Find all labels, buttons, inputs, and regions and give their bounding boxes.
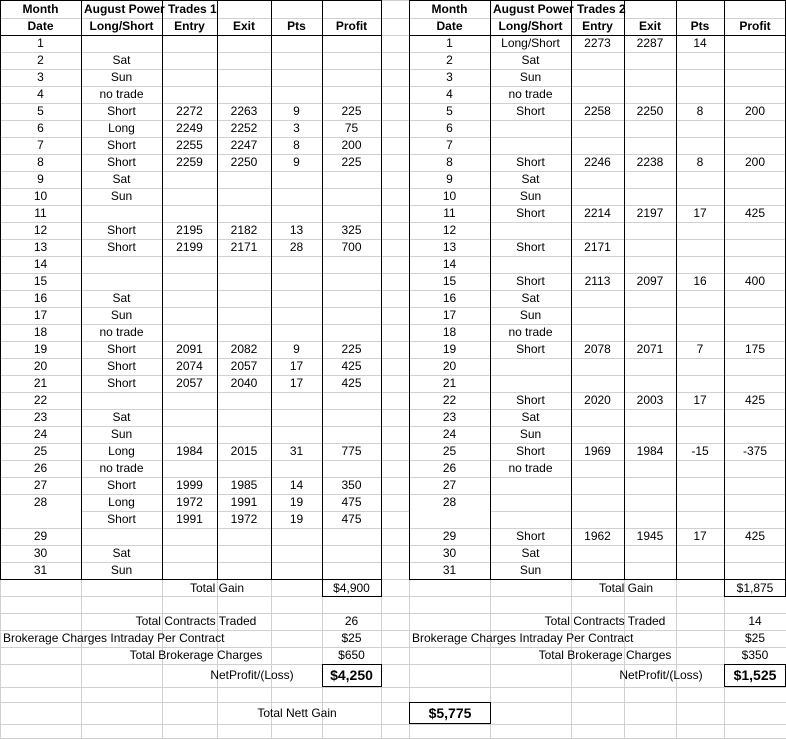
right-cell-date[interactable]: 7 [446,138,453,152]
left-cell-ls[interactable]: Long [108,495,135,509]
right-cell-ls[interactable]: Short [516,155,545,169]
right-cell-ls[interactable]: Short [516,444,545,458]
left-cell-entry[interactable]: 2249 [176,121,203,135]
right-cell-entry[interactable]: 2214 [584,206,611,220]
right-cell-ls[interactable]: Sun [519,70,542,84]
right-cell-date[interactable]: 21 [442,376,457,390]
left-cell-date[interactable]: 5 [37,104,44,118]
right-cell-entry[interactable]: 2078 [584,342,611,356]
right-brokerage-total-label[interactable]: Total Brokerage Charges [538,648,672,662]
left-cell-date[interactable]: 1 [37,36,44,50]
right-cell-ls[interactable]: Short [516,240,545,254]
right-cell-date[interactable]: 23 [442,410,457,424]
grid-line-h [0,687,786,688]
left-cell-entry[interactable]: 1972 [176,495,203,509]
right-cell-date[interactable]: 13 [442,240,457,254]
left-cell-date[interactable]: 11 [34,206,47,220]
left-cell-ls[interactable]: Short [107,223,136,237]
left-cell-date[interactable]: 16 [33,291,48,305]
left-cell-exit[interactable]: 2082 [230,342,258,356]
right-col-ls[interactable]: Long/Short [498,19,563,33]
table-border [381,0,382,579]
left-col-exit[interactable]: Exit [232,19,255,33]
left-cell-date[interactable]: 14 [33,257,48,271]
left-cell-ls[interactable]: Sat [112,546,131,560]
right-cell-pts[interactable]: 17 [693,393,707,407]
total-nett-gain-label[interactable]: Total Nett Gain [257,706,337,720]
right-cell-ls[interactable]: no trade [508,87,553,101]
right-cell-date[interactable]: 3 [446,70,453,84]
left-cell-ls[interactable]: Short [107,138,136,152]
right-cell-date[interactable]: 25 [442,444,457,458]
left-cell-date[interactable]: 18 [33,325,48,339]
left-brokerage-total-value[interactable]: $650 [338,648,365,662]
right-cell-ls[interactable]: Sun [519,308,542,322]
left-cell-ls[interactable]: Sat [112,53,131,67]
left-cell-date[interactable]: 29 [33,529,48,543]
left-cell-date[interactable]: 24 [33,427,48,441]
right-cell-exit[interactable]: 2003 [636,393,664,407]
total-nett-gain-value[interactable]: $5,775 [428,705,472,721]
left-cell-date[interactable]: 12 [33,223,48,237]
right-cell-ls[interactable]: Short [516,274,545,288]
left-cell-date[interactable]: 22 [33,393,48,407]
left-cell-profit[interactable]: 75 [344,121,359,135]
left-cell-profit[interactable]: 325 [341,223,362,237]
left-cell-ls[interactable]: Sun [110,70,133,84]
left-header-month[interactable]: Month [22,2,59,16]
right-cell-date[interactable]: 6 [446,121,453,135]
right-cell-ls[interactable]: Sat [521,53,540,67]
left-cell-profit[interactable]: 225 [341,104,362,118]
right-net-value[interactable]: $1,525 [733,667,777,683]
left-cell-date[interactable]: 13 [33,240,48,254]
left-cell-exit[interactable]: 2015 [230,444,258,458]
right-cell-pts[interactable]: 8 [696,155,704,169]
left-cell-ls[interactable]: Long [108,121,135,135]
right-cell-ls[interactable]: Long/Short [501,36,560,50]
left-cell-ls[interactable]: Short [107,240,136,254]
grid-line-h [0,256,786,257]
grid-line-h [0,724,786,725]
left-cell-date[interactable]: 23 [33,410,48,424]
left-cell-pts[interactable]: 9 [293,155,300,169]
left-cell-entry[interactable]: 2199 [176,240,203,254]
left-contracts-value[interactable]: 26 [344,614,359,628]
right-cell-date[interactable]: 24 [442,427,457,441]
right-cell-pts[interactable]: 17 [693,206,707,220]
left-cell-exit[interactable]: 1991 [230,495,258,509]
left-cell-date[interactable]: 6 [37,121,44,135]
right-cell-date[interactable]: 31 [442,563,457,577]
left-cell-ls[interactable]: Sun [110,563,133,577]
left-cell-ls[interactable]: no trade [99,461,144,475]
left-cell-ls[interactable]: Sat [112,172,131,186]
left-cell-date[interactable]: 20 [33,359,48,373]
right-cell-ls[interactable]: no trade [508,325,553,339]
right-cell-date[interactable]: 22 [442,393,457,407]
right-cell-date[interactable]: 30 [442,546,457,560]
left-cell-ls[interactable]: Sun [110,427,133,441]
left-cell-date[interactable]: 7 [37,138,44,152]
right-cell-date[interactable]: 16 [442,291,457,305]
right-cell-profit[interactable]: 175 [744,342,766,356]
right-cell-exit[interactable]: 2197 [636,206,664,220]
left-cell-exit[interactable]: 2182 [230,223,258,237]
left-cell-date[interactable]: 3 [37,70,44,84]
left-cell-date[interactable]: 2 [37,53,44,67]
right-net-label[interactable]: NetProfit/(Loss) [619,668,703,682]
left-col-ls[interactable]: Long/Short [89,19,154,33]
left-cell-pts[interactable]: 31 [289,444,304,458]
left-cell-pts[interactable]: 8 [293,138,300,152]
left-cell-profit[interactable]: 425 [341,359,362,373]
right-cell-ls[interactable]: no trade [508,461,553,475]
left-cell-pts[interactable]: 9 [293,342,300,356]
left-total-gain-label[interactable]: Total Gain [189,581,245,595]
right-cell-pts[interactable]: 7 [696,342,704,356]
left-cell-ls[interactable]: Short [107,155,136,169]
right-cell-ls[interactable]: Sat [521,410,540,424]
right-cell-entry[interactable]: 2113 [584,274,611,288]
right-cell-profit[interactable]: 425 [744,529,766,543]
merged-cell-area [1,495,81,528]
left-cell-pts[interactable]: 17 [289,359,304,373]
right-cell-ls[interactable]: Sat [521,546,540,560]
right-cell-profit[interactable]: 400 [744,274,766,288]
left-cell-ls[interactable]: Short [107,376,136,390]
right-cell-date[interactable]: 29 [442,529,457,543]
right-cell-ls[interactable]: Sat [521,172,540,186]
right-cell-exit[interactable]: 2097 [636,274,664,288]
right-cell-ls[interactable]: Short [516,206,545,220]
left-col-pts[interactable]: Pts [287,19,306,33]
grid-line-h [490,511,786,512]
right-total-gain-label[interactable]: Total Gain [598,581,654,595]
left-cell-entry[interactable]: 1991 [176,512,203,526]
right-cell-pts[interactable]: 17 [693,529,707,543]
right-cell-date[interactable]: 12 [442,223,457,237]
right-cell-date[interactable]: 9 [446,172,453,186]
right-cell-pts[interactable]: 8 [696,104,704,118]
right-cell-exit[interactable]: 2071 [636,342,664,356]
right-col-date[interactable]: Date [436,19,463,33]
left-cell-profit[interactable]: 350 [341,478,362,492]
right-cell-ls[interactable]: Short [516,104,545,118]
right-brokerage-per-value[interactable]: $25 [744,631,766,645]
right-cell-date[interactable]: 28 [442,495,457,509]
left-cell-ls[interactable]: Short [107,359,136,373]
left-cell-date[interactable]: 17 [33,308,48,322]
right-cell-exit[interactable]: 1984 [636,444,664,458]
left-cell-date[interactable]: 28 [33,495,48,509]
left-cell-exit[interactable]: 1985 [230,478,258,492]
left-cell-date[interactable]: 31 [33,563,48,577]
right-cell-entry[interactable]: 2258 [584,104,611,118]
left-cell-ls[interactable]: no trade [99,87,144,101]
right-total-gain-value[interactable]: $1,875 [736,581,774,595]
right-cell-entry[interactable]: 2273 [584,36,611,50]
right-header-title[interactable]: August Power Trades 2 [493,2,626,16]
left-cell-date[interactable]: 27 [33,478,48,492]
right-cell-pts[interactable]: 14 [693,36,707,50]
right-cell-profit[interactable]: 200 [744,155,766,169]
right-contracts-value[interactable]: 14 [748,614,762,628]
left-cell-entry[interactable]: 2057 [176,376,203,390]
left-cell-ls[interactable]: Short [107,342,136,356]
right-cell-profit[interactable]: 425 [744,206,766,220]
left-cell-profit[interactable]: 775 [341,444,362,458]
right-cell-ls[interactable]: Sat [521,291,540,305]
left-cell-ls[interactable]: Short [107,104,136,118]
right-cell-entry[interactable]: 1962 [584,529,611,543]
right-col-exit[interactable]: Exit [638,19,661,33]
left-cell-ls[interactable]: Sun [110,189,133,203]
left-cell-profit[interactable]: 225 [341,155,362,169]
left-cell-exit[interactable]: 2171 [230,240,258,254]
left-col-profit[interactable]: Profit [335,19,368,33]
right-cell-date[interactable]: 5 [446,104,453,118]
left-cell-profit[interactable]: 475 [341,495,362,509]
grid-line-h [0,702,786,703]
right-cell-ls[interactable]: Sun [519,563,542,577]
right-cell-profit[interactable]: -375 [742,444,768,458]
right-brokerage-total-value[interactable]: $350 [741,648,769,662]
left-net-value[interactable]: $4,250 [330,667,373,683]
left-cell-pts[interactable]: 9 [293,104,300,118]
left-net-label[interactable]: NetProfit/(Loss) [210,668,294,682]
left-cell-date[interactable]: 15 [33,274,48,288]
left-cell-entry[interactable]: 2259 [176,155,203,169]
left-cell-entry[interactable]: 1984 [176,444,203,458]
right-cell-pts[interactable]: 16 [693,274,707,288]
right-contracts-label[interactable]: Total Contracts Traded [544,614,666,628]
right-cell-date[interactable]: 14 [442,257,457,271]
box-border [381,664,382,687]
left-cell-date[interactable]: 26 [33,461,48,475]
left-cell-ls[interactable]: Short [107,512,136,526]
left-cell-entry[interactable]: 2091 [176,342,203,356]
left-cell-date[interactable]: 9 [37,172,44,186]
left-cell-exit[interactable]: 2252 [230,121,258,135]
left-cell-entry[interactable]: 2074 [176,359,203,373]
left-cell-pts[interactable]: 19 [289,512,304,526]
left-cell-ls[interactable]: Sun [110,308,133,322]
right-cell-date[interactable]: 26 [442,461,457,475]
right-cell-date[interactable]: 20 [442,359,457,373]
left-cell-ls[interactable]: no trade [99,325,144,339]
right-cell-date[interactable]: 1 [446,36,453,50]
right-cell-date[interactable]: 4 [446,87,453,101]
left-cell-profit[interactable]: 200 [341,138,362,152]
right-cell-date[interactable]: 27 [442,478,457,492]
left-cell-pts[interactable]: 17 [289,376,304,390]
right-cell-pts[interactable]: -15 [691,444,709,458]
left-cell-date[interactable]: 30 [33,546,48,560]
right-cell-profit[interactable]: 425 [744,393,766,407]
right-cell-exit[interactable]: 2238 [636,155,664,169]
left-cell-entry[interactable]: 1999 [176,478,203,492]
left-cell-pts[interactable]: 14 [289,478,304,492]
left-header-title[interactable]: August Power Trades 1 [84,2,217,16]
left-contracts-label[interactable]: Total Contracts Traded [135,614,257,628]
left-cell-exit[interactable]: 1972 [230,512,258,526]
right-cell-date[interactable]: 10 [442,189,457,203]
left-cell-profit[interactable]: 475 [341,512,362,526]
left-cell-exit[interactable]: 2247 [230,138,258,152]
right-cell-date[interactable]: 11 [443,206,456,220]
right-cell-date[interactable]: 19 [442,342,457,356]
left-cell-ls[interactable]: Long [108,444,135,458]
left-cell-exit[interactable]: 2263 [230,104,258,118]
merged-cell-area [410,495,490,528]
left-cell-profit[interactable]: 425 [341,376,362,390]
right-cell-exit[interactable]: 2250 [636,104,664,118]
right-cell-ls[interactable]: Short [516,529,545,543]
right-cell-date[interactable]: 17 [442,308,457,322]
right-cell-ls[interactable]: Sun [519,427,542,441]
left-cell-ls[interactable]: Sat [112,410,131,424]
left-brokerage-per-label[interactable]: Brokerage Charges Intraday Per Contract [3,631,225,645]
left-cell-pts[interactable]: 13 [289,223,304,237]
right-cell-entry[interactable]: 2246 [584,155,611,169]
right-cell-entry[interactable]: 2020 [584,393,611,407]
left-cell-entry[interactable]: 2255 [176,138,203,152]
left-total-gain-value[interactable]: $4,900 [333,581,370,595]
right-col-entry[interactable]: Entry [582,19,613,33]
left-cell-entry[interactable]: 2272 [176,104,203,118]
right-cell-date[interactable]: 15 [442,274,457,288]
left-cell-pts[interactable]: 19 [289,495,304,509]
left-brokerage-total-label[interactable]: Total Brokerage Charges [129,648,263,662]
right-cell-ls[interactable]: Short [516,342,545,356]
left-cell-date[interactable]: 8 [37,155,44,169]
right-cell-date[interactable]: 18 [442,325,457,339]
right-col-profit[interactable]: Profit [739,19,771,33]
left-cell-ls[interactable]: Short [107,478,136,492]
left-cell-ls[interactable]: Sat [112,291,131,305]
left-cell-date[interactable]: 19 [33,342,48,356]
left-cell-exit[interactable]: 2250 [230,155,258,169]
left-cell-exit[interactable]: 2040 [230,376,258,390]
right-cell-profit[interactable]: 200 [744,104,766,118]
right-cell-exit[interactable]: 2287 [636,36,664,50]
right-cell-date[interactable]: 2 [446,53,453,67]
left-cell-date[interactable]: 25 [33,444,48,458]
left-cell-entry[interactable]: 2195 [176,223,203,237]
right-cell-entry[interactable]: 1969 [584,444,611,458]
left-col-date[interactable]: Date [27,19,54,33]
right-cell-entry[interactable]: 2171 [584,240,611,254]
left-cell-pts[interactable]: 28 [289,240,304,254]
left-cell-exit[interactable]: 2057 [230,359,258,373]
left-cell-pts[interactable]: 3 [293,121,300,135]
right-brokerage-per-label[interactable]: Brokerage Charges Intraday Per Contract [412,631,634,645]
left-cell-profit[interactable]: 700 [341,240,362,254]
right-col-pts[interactable]: Pts [690,19,710,33]
right-cell-ls[interactable]: Sun [519,189,542,203]
right-cell-ls[interactable]: Short [516,393,545,407]
left-cell-profit[interactable]: 225 [341,342,362,356]
right-header-month[interactable]: Month [431,2,468,16]
left-col-entry[interactable]: Entry [174,19,205,33]
left-brokerage-per-value[interactable]: $25 [341,631,362,645]
left-cell-date[interactable]: 21 [33,376,48,390]
box-border [381,579,382,597]
left-cell-date[interactable]: 4 [37,87,44,101]
left-cell-date[interactable]: 10 [33,189,48,203]
right-cell-date[interactable]: 8 [446,155,453,169]
right-cell-exit[interactable]: 1945 [636,529,664,543]
